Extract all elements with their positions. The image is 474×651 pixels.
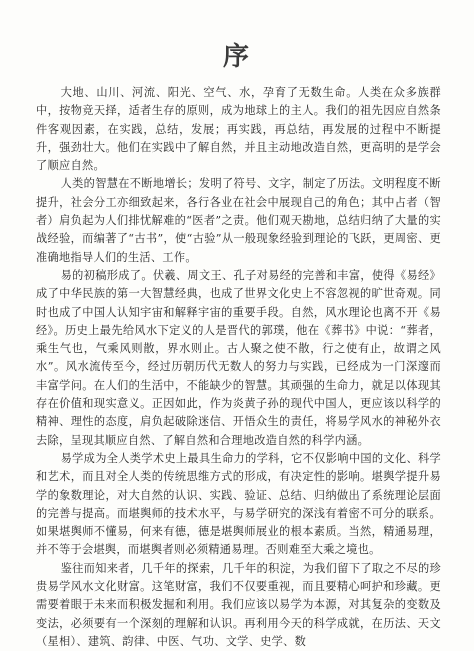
- preface-body: [36, 84, 441, 651]
- paragraph: 大地、山川、河流、阳光、空气、水，孕育了无数生命。人类在众多族群中，按物竞天择，适者生存的原则，成为地球上的主人。我们的祖先因应自然条件客观因素，在实践，总结，发展；再实践，再总结，再发展的过程中不断提升，强劲壮大。他们在实践中了解自然，并且主动地改造自然，更高明的是学会了顺应自然。: [36, 86, 441, 173]
- paragraph: 易学成为全人类学术史上最具生命力的学科，它不仅影响中国的文化、科学和艺术，而且对全人类的传统思维方式的形成，有决定性的影响。堪舆学提升易学的象数理论，对大自然的认识、实践、验证、总结、归纳做出了系统理论层面的完善与提高。而堪舆师的技术水平，与易学研究的深浅有着密不可分的联系。如果堪舆师不懂易，何来有德，德是堪舆师展业的根本素质。当然，精通易理，并不等于会堪舆，而堪舆者则必须精通易理。否则难至大乘之境也。: [36, 451, 441, 557]
- paragraph: 鉴往而知来者，几千年的探索，几千年的积淀，为我们留下了取之不尽的珍贵易学风水文化财富。这笔财富，我们不仅要重视，而且要精心呵护和珍藏。更需要着眼于未来而积极发掘和利用。我们应该以易学为本源，对其复杂的变数及变法，必须要有一个深刻的理解和认识。再利用今天的科学成就，在历法、天文（星相）、建筑、韵律、中医、气功、文学、史学、数: [36, 561, 441, 648]
- paragraph: 易的初稿形成了。伏羲、周文王、孔子对易经的完善和丰富，使得《易经》成了中华民族的第一大智慧经典，也成了世界文化史上不容忽视的旷世奇观。同时也成了中国人认知宇宙和解释宇宙的重要手段。自然，风水理论也离不开《易经》。历史上最先给风水下定义的人是晋代的郭璞，他在《葬书》中说：“葬者，乘生气也，气乘风则散，界水则止。古人聚之使不散，行之使有止，故谓之风水”。风水流传至今，经过历朝历代无数人的努力与实践，已经成为一门深邃而丰富学问。在人们的生活中，不能缺少的智慧。其顽强的生命力，就足以体现其存在价值和现实意义。正因如此，作为炎黄子孙的现代中国人，更应该以科学的精神、理性的态度，肩负起破除迷信、开悟众生的责任，将易学风水的神秘外衣去除，呈现其顺应自然、了解自然和合理地改造自然的科学内涵。: [36, 268, 441, 447]
- page-title: 序: [222, 42, 251, 72]
- paragraph: 人类的智慧在不断地增长；发明了符号、文字，制定了历法。文明程度不断提升，社会分工亦细致起来，各行各业在社会中展现自己的角色；其中占者（智者）肩负起为人们排忧解难的“医者”之责。他们观天勘地，总结归纳了大量的实战经验，而编著了“古书”，使“古验”从一般现象经验到理论的飞跃，更周密、更准确地指导人们的生活、工作。: [36, 177, 441, 264]
